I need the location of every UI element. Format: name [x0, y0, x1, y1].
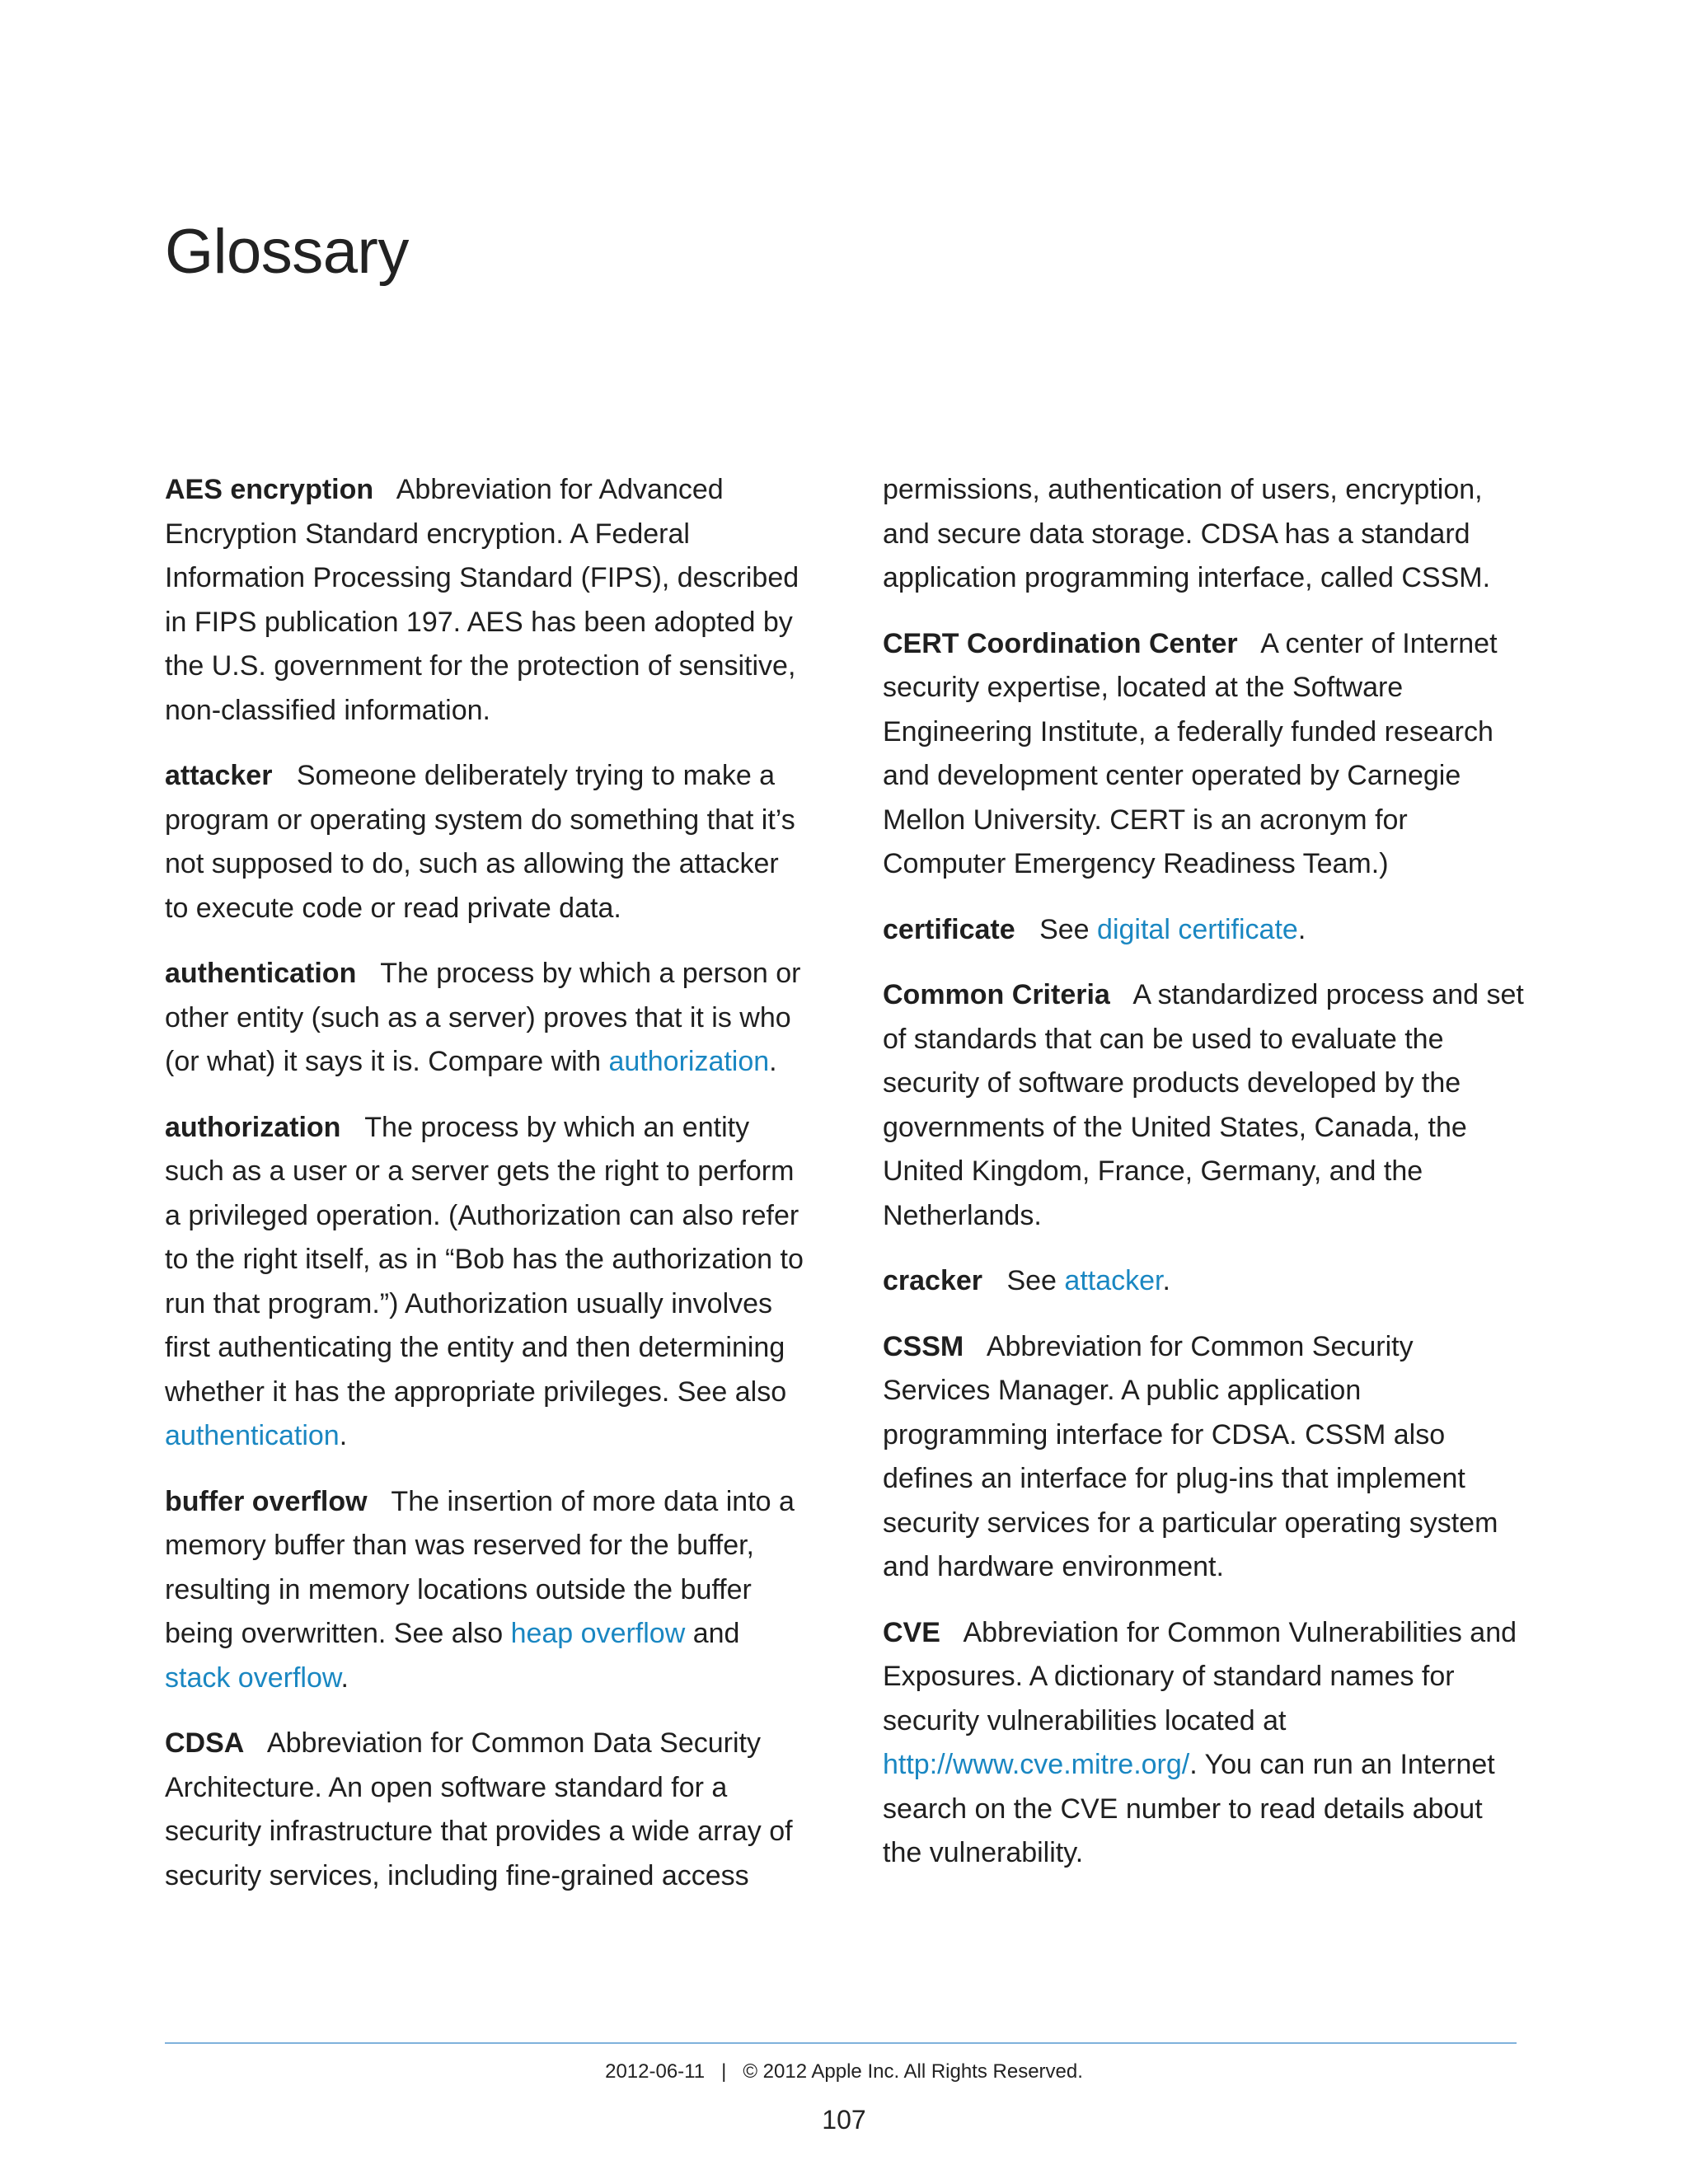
glossary-term: CVE — [883, 1616, 940, 1648]
glossary-term: CDSA — [165, 1727, 245, 1759]
glossary-entry-authorization — [165, 1106, 806, 1459]
glossary-definition: Someone deliberately trying to make a program or operating system do something that it’s not supposed to do, such as allowing the attacker to execute code or read private data. — [165, 760, 795, 924]
footer-copyright: © 2012 Apple Inc. All Rights Reserved. — [743, 2060, 1083, 2083]
glossary-term: authentication — [165, 958, 357, 989]
glossary-definition: Abbreviation for Common Data Security Architecture. An open software standard for a security infrastructure that provides a wide array of security services, including fine-grained access — [165, 1727, 793, 1891]
glossary-entry-attacker — [165, 754, 806, 930]
glossary-entry-aes-encryption — [165, 468, 806, 733]
link-authorization[interactable]: authorization — [608, 1046, 770, 1077]
footer — [0, 2060, 1688, 2083]
glossary-term: buffer overflow — [165, 1485, 368, 1517]
glossary-definition: The process by which a person or other entity (such as a server) proves that it is who (or what) it says it is. Compare with — [165, 958, 801, 1077]
glossary-entry-cve — [883, 1611, 1524, 1876]
glossary-definition: A center of Internet security expertise, located at the Software Engineering Institute, a federally funded research and development center operated by Carnegie Mellon University. CERT is an acronym for Computer Emergency Readiness Team.) — [883, 627, 1498, 879]
punctuation: . — [340, 1661, 349, 1694]
glossary-definition: A standardized process and set of standards that can be used to evaluate the security of software products developed by the governments of the United States, Canada, the United Kingdom, France, Germany, and the Netherlands. — [883, 979, 1524, 1231]
link-digital-certificate[interactable]: digital certificate — [1097, 913, 1298, 945]
punctuation: . — [1162, 1265, 1170, 1296]
punctuation: . — [769, 1046, 777, 1077]
glossary-entry-cssm — [883, 1325, 1524, 1590]
glossary-definition: permissions, authentication of users, encryption, and secure data storage. CDSA has a standard application programming interface, called CSSM. — [883, 474, 1491, 593]
glossary-definition: Abbreviation for Advanced Encryption Standard encryption. A Federal Information Processing Standard (FIPS), described in FIPS publication 197. AES has been adopted by the U.S. government for the protection of sensitive, non-classified information. — [165, 474, 799, 726]
link-stack-overflow[interactable]: stack overflow — [165, 1661, 341, 1694]
punctuation: . — [339, 1420, 348, 1451]
glossary-entry-cert-coordination-center — [883, 622, 1524, 887]
link-cve-website[interactable]: http://www.cve.mitre.org/ — [883, 1749, 1190, 1780]
glossary-definition-tail: . You can run an Internet search on the CVE number to read details about the vulnerability. — [883, 1749, 1495, 1868]
glossary-term: certificate — [883, 913, 1015, 945]
glossary-definition: Abbreviation for Common Vulnerabilities and Exposures. A dictionary of standard names for security vulnerabilities located at — [883, 1616, 1517, 1736]
glossary-entry-authentication — [165, 952, 806, 1085]
glossary-definition: See — [1039, 913, 1090, 945]
glossary-entry-cdsa — [165, 1722, 806, 1898]
glossary-definition: See — [1006, 1265, 1057, 1296]
glossary-term: AES encryption — [165, 474, 374, 505]
glossary-entry-cdsa-continued — [883, 468, 1524, 601]
glossary-entry-cracker — [883, 1259, 1524, 1304]
footer-separator: | — [721, 2060, 727, 2083]
glossary-term: cracker — [883, 1265, 983, 1296]
glossary-entry-certificate — [883, 908, 1524, 953]
punctuation: . — [1297, 913, 1306, 945]
footer-date: 2012-06-11 — [605, 2060, 706, 2083]
glossary-term: authorization — [165, 1111, 341, 1143]
glossary-definition: The insertion of more data into a memory buffer than was reserved for the buffer, resulting in memory locations outside the buffer being overwritten. See also — [165, 1485, 795, 1649]
glossary-term: attacker — [165, 760, 273, 791]
glossary-column-left — [165, 468, 806, 1919]
link-attacker[interactable]: attacker — [1064, 1265, 1163, 1296]
glossary-term: CSSM — [883, 1330, 964, 1362]
page-number: 107 — [822, 2105, 866, 2135]
glossary-term: CERT Coordination Center — [883, 627, 1238, 659]
glossary-entry-common-criteria — [883, 973, 1524, 1238]
link-authentication[interactable]: authentication — [165, 1420, 340, 1451]
glossary-definition: The process by which an entity such as a user or a server gets the right to perform a privileged operation. (Authorization can also refer to the right itself, as in “Bob has the authorization to run that program.”) Authorization usually involves first authenticating the entity and then determining whether it has the appropriate privileges. See also — [165, 1111, 804, 1408]
glossary-entry-buffer-overflow — [165, 1480, 806, 1701]
glossary-term: Common Criteria — [883, 979, 1110, 1010]
footer-divider — [165, 2042, 1517, 2044]
glossary-connector: and — [692, 1618, 740, 1649]
glossary-column-right — [883, 468, 1524, 1897]
link-heap-overflow[interactable]: heap overflow — [510, 1618, 686, 1649]
page-title: Glossary — [165, 217, 409, 287]
glossary-definition: Abbreviation for Common Security Services Manager. A public application programming interface for CDSA. CSSM also defines an interface for plug-ins that implement security services for a particular operating system and hardware environment. — [883, 1330, 1498, 1582]
